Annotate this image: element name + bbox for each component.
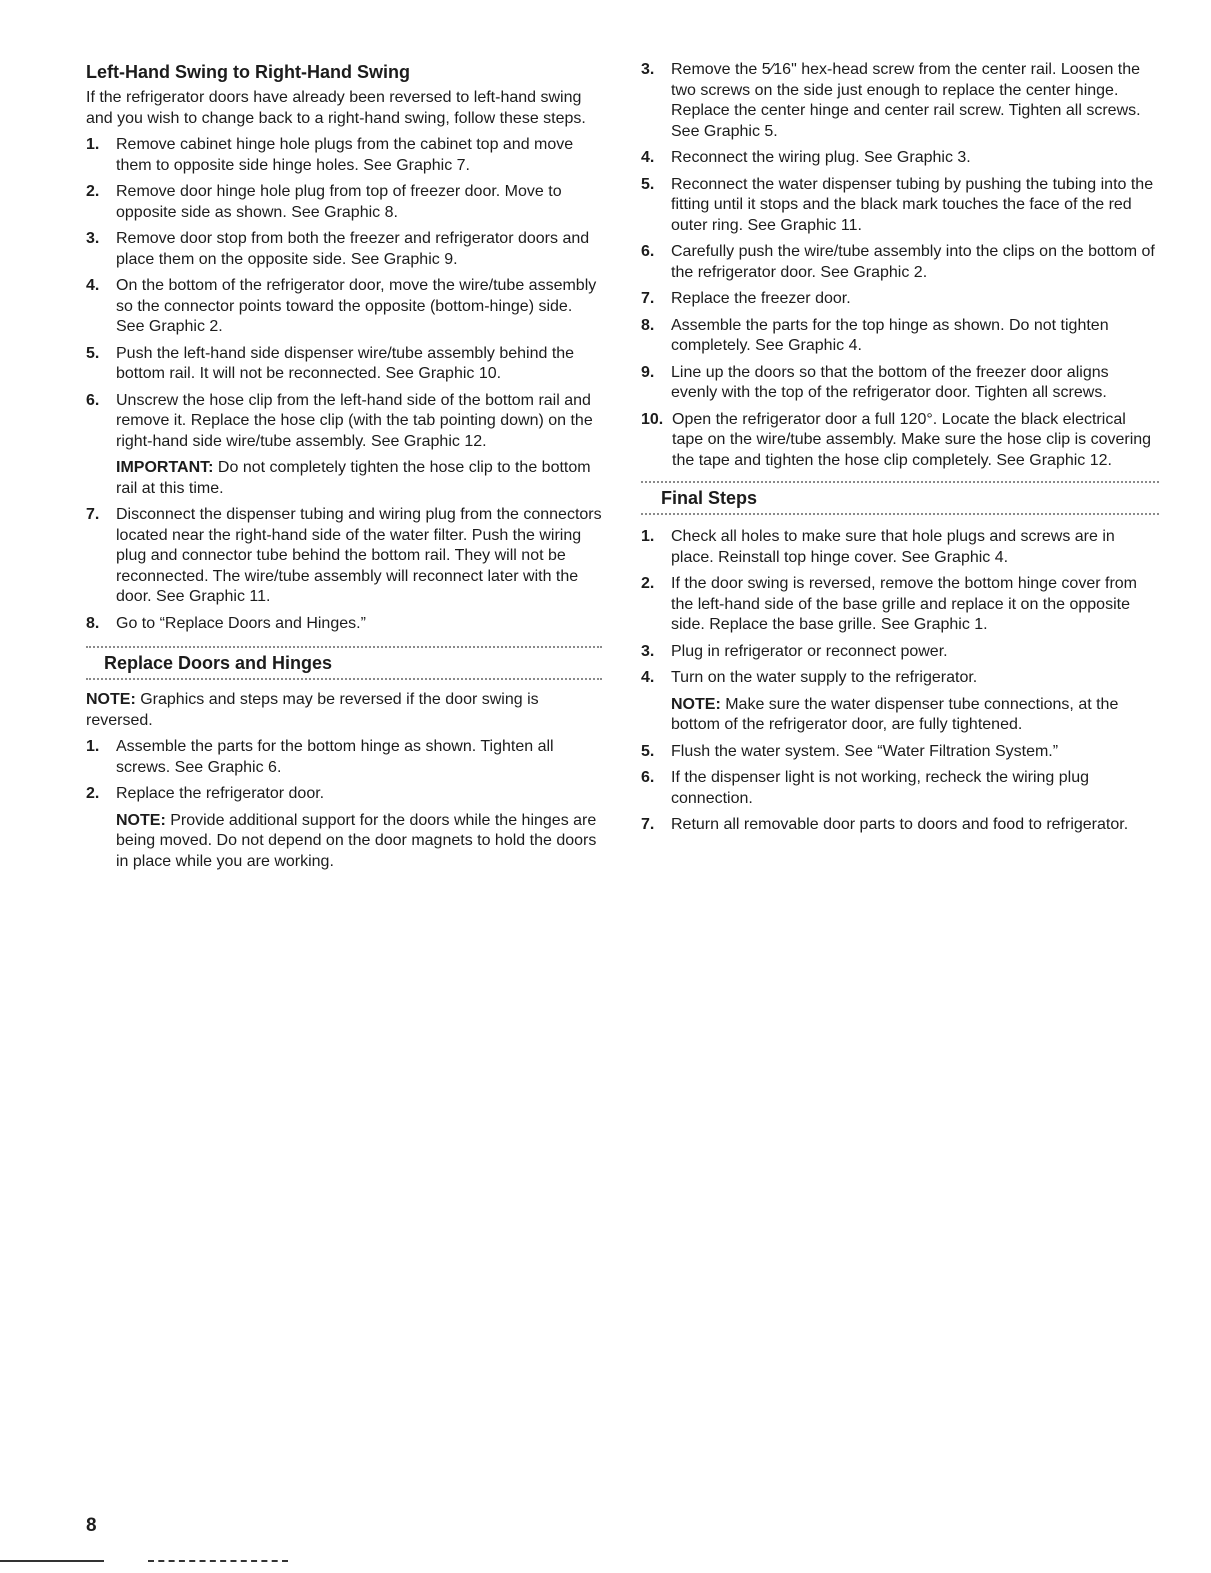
step-text: Reconnect the water dispenser tubing by pushing the tubing into the fitting until it stops and the black mark touches the face of the red outer ring. See Graphic 11. <box>671 175 1154 234</box>
step-number: 2. <box>641 575 655 592</box>
replace-doors-heading: Replace Doors and Hinges <box>104 653 333 673</box>
step-number: 8. <box>86 614 100 632</box>
subsection-header-replace <box>86 646 602 680</box>
section-heading-left-to-right: Left-Hand Swing to Right-Hand Swing <box>86 62 410 82</box>
step-text: Carefully push the wire/tube assembly into the clips on the bottom of the refrigerator door. See Graphic 2. <box>671 243 1155 281</box>
note <box>116 811 602 873</box>
steps-list-replace <box>86 737 602 872</box>
list-item <box>86 391 602 500</box>
step-text: Replace the refrigerator door. <box>116 785 325 802</box>
subsection-header-final <box>641 481 1159 515</box>
list-item <box>641 148 1159 169</box>
list-item <box>86 276 602 338</box>
step-number: 7. <box>86 506 100 523</box>
list-item <box>86 505 602 608</box>
list-item <box>641 175 1159 237</box>
list-item <box>641 668 1159 736</box>
step-text: Remove door hinge hole plug from top of freezer door. Move to opposite side as shown. See Graphic 8. <box>116 183 562 221</box>
steps-list-continued <box>641 60 1159 471</box>
step-number: 4. <box>641 149 655 166</box>
list-item <box>86 344 602 385</box>
step-number: 5. <box>641 742 655 760</box>
step-number: 6. <box>86 391 100 409</box>
step-text: If the door swing is reversed, remove the bottom hinge cover from the left-hand side of the base grille and replace it on the opposite side. Replace the base grille. See Graphic 1. <box>671 575 1137 633</box>
step-text: If the dispenser light is not working, recheck the wiring plug connection. <box>671 769 1089 807</box>
step-text: Go to “Replace Doors and Hinges.” <box>116 614 366 632</box>
step-text: Disconnect the dispenser tubing and wiring plug from the connectors located near the right-hand side of the water filter. Push the wiring plug and connector tube behind the bottom rail. They will not be reconnected. The wire/tube assembly will reconnect later with the door. See Graphic 11. <box>116 506 602 605</box>
step-number: 5. <box>86 344 100 362</box>
list-item <box>641 242 1159 283</box>
important-label: IMPORTANT: <box>116 459 214 476</box>
step-number: 3. <box>641 61 655 78</box>
step-text: Assemble the parts for the top hinge as shown. Do not tighten completely. See Graphic 4. <box>671 316 1109 354</box>
dotted-divider <box>86 678 602 680</box>
step-text: Remove the 5⁄16" hex-head screw from the center rail. Loosen the two screws on the side just enough to replace the center hinge. Replace the center hinge and center rail screw. Tighten all screws. See Graphic 5. <box>671 61 1141 140</box>
step-number: 6. <box>641 243 655 260</box>
list-item <box>86 135 602 176</box>
footer-rule <box>148 1560 288 1562</box>
note-label: NOTE: <box>86 691 136 708</box>
list-item <box>641 363 1159 404</box>
important-text: Do not completely tighten the hose clip to the bottom rail at this time. <box>116 459 591 497</box>
note-label: NOTE: <box>671 695 721 713</box>
list-item <box>641 815 1159 836</box>
page-number: 8 <box>86 1515 97 1536</box>
step-text: Line up the doors so that the bottom of the freezer door aligns evenly with the top of the refrigerator door. Tighten all screws. <box>671 363 1109 401</box>
list-item <box>86 229 602 270</box>
note <box>671 695 1159 736</box>
list-item <box>641 289 1159 310</box>
step-number: 1. <box>86 738 100 755</box>
list-item <box>641 642 1159 663</box>
step-text: Assemble the parts for the bottom hinge as shown. Tighten all screws. See Graphic 6. <box>116 738 554 776</box>
note-text: Provide additional support for the doors while the hinges are being moved. Do not depend on the door magnets to hold the doors in place while you are working. <box>116 811 597 870</box>
step-text: On the bottom of the refrigerator door, move the wire/tube assembly so the connector points toward the opposite (bottom-hinge) side. See Graphic 2. <box>116 277 597 335</box>
step-text: Plug in refrigerator or reconnect power. <box>671 642 948 660</box>
step-number: 2. <box>86 183 100 200</box>
step-text: Return all removable door parts to doors and food to refrigerator. <box>671 816 1129 833</box>
replace-note <box>86 690 602 731</box>
intro-paragraph: If the refrigerator doors have already been reversed to left-hand swing and you wish to change back to a right-hand swing, follow these steps. <box>86 89 586 127</box>
list-item <box>641 410 1159 472</box>
step-number: 4. <box>641 669 655 686</box>
step-number: 1. <box>86 136 100 153</box>
step-text: Check all holes to make sure that hole plugs and screws are in place. Reinstall top hinge cover. See Graphic 4. <box>671 528 1115 566</box>
note-text: Make sure the water dispenser tube connections, at the bottom of the refrigerator door, are fully tightened. <box>671 695 1119 733</box>
step-text: Reconnect the wiring plug. See Graphic 3. <box>671 149 971 166</box>
list-item <box>641 768 1159 809</box>
footer-rule <box>0 1560 104 1562</box>
step-number: 9. <box>641 363 655 381</box>
list-item <box>86 784 602 872</box>
dotted-divider <box>641 513 1159 515</box>
step-number: 2. <box>86 785 100 802</box>
list-item <box>86 182 602 223</box>
steps-list-left-to-right <box>86 135 602 634</box>
step-text: Remove cabinet hinge hole plugs from the cabinet top and move them to opposite side hinge holes. See Graphic 7. <box>116 136 574 174</box>
important-note <box>116 458 602 499</box>
list-item <box>641 527 1159 568</box>
list-item <box>641 60 1159 142</box>
step-text: Turn on the water supply to the refrigerator. <box>671 669 978 686</box>
step-number: 5. <box>641 175 655 193</box>
step-number: 4. <box>86 277 100 294</box>
step-text: Remove door stop from both the freezer and refrigerator doors and place them on the opposite side. See Graphic 9. <box>116 230 590 268</box>
list-item <box>641 316 1159 357</box>
step-text: Flush the water system. See “Water Filtration System.” <box>671 742 1059 760</box>
right-column <box>641 60 1159 842</box>
list-item <box>641 574 1159 636</box>
step-number: 10. <box>641 410 664 428</box>
step-number: 3. <box>641 642 655 660</box>
left-column <box>86 60 602 878</box>
step-text: Open the refrigerator door a full 120°. Locate the black electrical tape on the wire/tube assembly. Make sure the hose clip is covering the tape and tighten the hose clip completely. See Graphic 12. <box>672 410 1152 469</box>
step-number: 1. <box>641 528 655 545</box>
note-label: NOTE: <box>116 811 166 829</box>
final-steps-heading: Final Steps <box>661 488 758 508</box>
step-number: 3. <box>86 230 100 247</box>
step-number: 7. <box>641 290 655 307</box>
list-item <box>86 737 602 778</box>
step-number: 8. <box>641 316 655 334</box>
step-text: Unscrew the hose clip from the left-hand side of the bottom rail and remove it. Replace the hose clip (with the tab pointing down) on the right-hand side wire/tube assembly. See Graphic 12. <box>116 391 593 450</box>
list-item <box>86 614 602 635</box>
step-text: Replace the freezer door. <box>671 290 851 307</box>
step-number: 6. <box>641 769 655 786</box>
steps-list-final <box>641 527 1159 836</box>
list-item <box>641 742 1159 763</box>
note-text: Graphics and steps may be reversed if the door swing is reversed. <box>86 691 539 729</box>
step-number: 7. <box>641 816 655 833</box>
step-text: Push the left-hand side dispenser wire/tube assembly behind the bottom rail. It will not be reconnected. See Graphic 10. <box>116 344 575 382</box>
